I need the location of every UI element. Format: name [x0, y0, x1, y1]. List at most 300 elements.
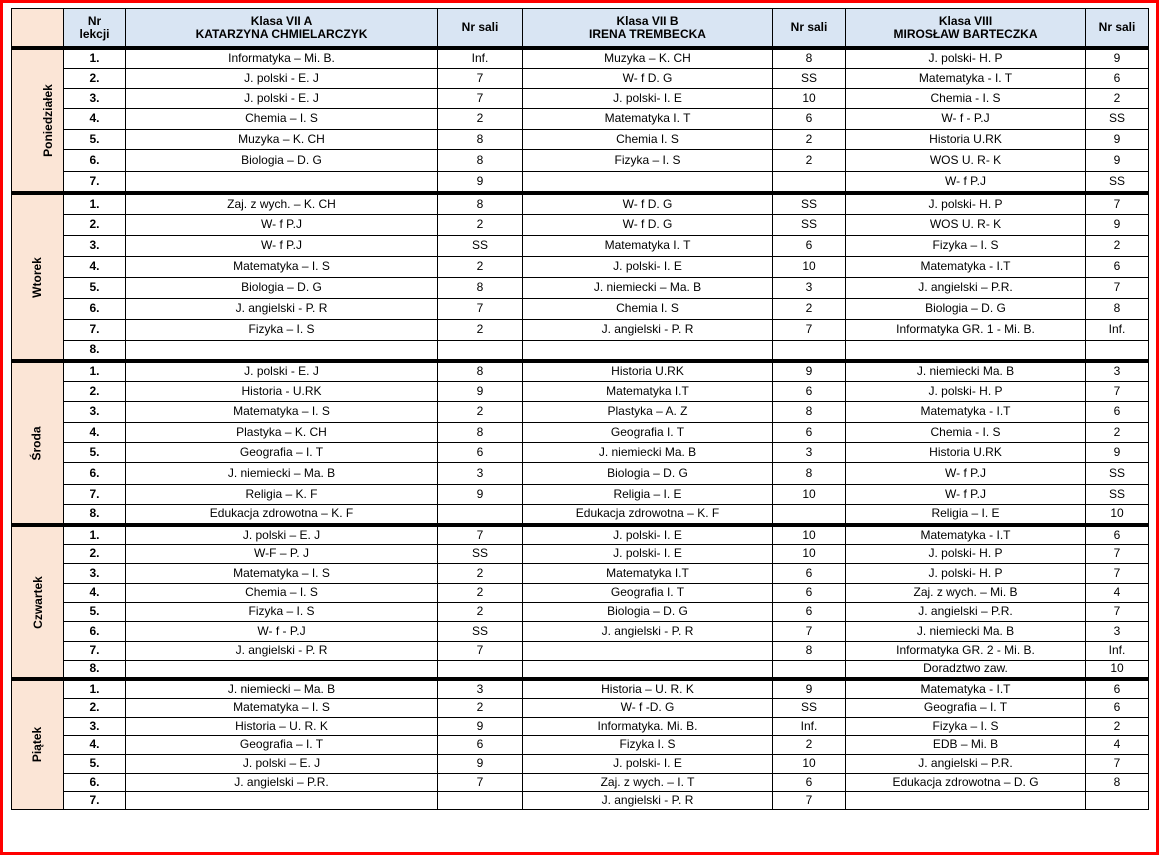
lesson-number: 5. — [64, 129, 126, 149]
lesson-7a — [126, 791, 438, 809]
lesson-7a: Geografia – I. T — [126, 442, 438, 462]
table-header — [12, 9, 1149, 49]
lesson-7a: J. polski - E. J — [126, 68, 438, 88]
room-8: 3 — [1086, 621, 1149, 641]
room-7a: 2 — [438, 319, 523, 340]
room-8: 6 — [1086, 256, 1149, 277]
room-8: 6 — [1086, 68, 1149, 88]
lesson-7b: Matematyka I.T — [523, 563, 773, 583]
day-label-cell — [12, 679, 64, 809]
lesson-8: W- f P.J — [846, 462, 1086, 484]
room-7b: 3 — [773, 277, 846, 298]
room-7a: 8 — [438, 277, 523, 298]
room-8: 9 — [1086, 442, 1149, 462]
day-label-cell — [12, 48, 64, 193]
header-room-7b: Nr sali — [773, 9, 846, 49]
table-row — [12, 129, 1149, 149]
lesson-number: 1. — [64, 525, 126, 544]
room-7b: 2 — [773, 735, 846, 754]
lesson-7b: Geografia I. T — [523, 422, 773, 442]
table-row — [12, 773, 1149, 791]
day-label: Środa — [29, 425, 44, 461]
lesson-8: Matematyka - I.T — [846, 525, 1086, 544]
room-8: 6 — [1086, 525, 1149, 544]
header-corner — [12, 9, 64, 49]
lesson-7a: Historia – U. R. K — [126, 717, 438, 735]
lesson-7b: Chemia I. S — [523, 129, 773, 149]
lesson-8: Zaj. z wych. – Mi. B — [846, 583, 1086, 602]
lesson-number: 7. — [64, 791, 126, 809]
lesson-number: 1. — [64, 193, 126, 214]
lesson-number: 6. — [64, 149, 126, 171]
lesson-7a: J. angielski - P. R — [126, 641, 438, 660]
room-7b: 8 — [773, 401, 846, 422]
header-room-8: Nr sali — [1086, 9, 1149, 49]
room-7a: 9 — [438, 171, 523, 193]
lesson-7b: Informatyka. Mi. B. — [523, 717, 773, 735]
header-lesson-line1: Nr — [87, 13, 102, 28]
lesson-7a: Matematyka – I. S — [126, 401, 438, 422]
lesson-7b: J. polski- I. E — [523, 88, 773, 108]
room-7b — [773, 504, 846, 525]
lesson-8 — [846, 791, 1086, 809]
lesson-7b: J. niemiecki – Ma. B — [523, 277, 773, 298]
room-7a: 2 — [438, 583, 523, 602]
lesson-7b: Zaj. z wych. – I. T — [523, 773, 773, 791]
room-7b: 2 — [773, 149, 846, 171]
lesson-8: J. polski- H. P — [846, 381, 1086, 401]
room-7b: 6 — [773, 422, 846, 442]
table-row — [12, 525, 1149, 544]
lesson-7b: Geografia I. T — [523, 583, 773, 602]
room-7b: 8 — [773, 641, 846, 660]
room-7b: 6 — [773, 108, 846, 129]
lesson-7a: Chemia – I. S — [126, 583, 438, 602]
lesson-7b: Matematyka I. T — [523, 108, 773, 129]
room-8: 8 — [1086, 298, 1149, 319]
lesson-7b: J. niemiecki Ma. B — [523, 442, 773, 462]
day-label: Poniedziałek — [40, 84, 55, 157]
room-7a: SS — [438, 621, 523, 641]
room-7b: 10 — [773, 525, 846, 544]
lesson-7a: W- f P.J — [126, 214, 438, 235]
room-7a: 2 — [438, 602, 523, 621]
room-7b: 6 — [773, 602, 846, 621]
lesson-8: Fizyka – I. S — [846, 235, 1086, 256]
room-7a: 6 — [438, 442, 523, 462]
room-7a: 7 — [438, 641, 523, 660]
lesson-number: 7. — [64, 641, 126, 660]
lesson-8: J. polski- H. P — [846, 544, 1086, 563]
room-7b: 8 — [773, 462, 846, 484]
lesson-number: 1. — [64, 361, 126, 381]
room-7b: 6 — [773, 235, 846, 256]
lesson-7b — [523, 340, 773, 361]
lesson-8: W- f - P.J — [846, 108, 1086, 129]
lesson-8: Doradztwo zaw. — [846, 660, 1086, 679]
lesson-number: 2. — [64, 214, 126, 235]
room-7b: 9 — [773, 679, 846, 698]
lesson-8: Informatyka GR. 1 - Mi. B. — [846, 319, 1086, 340]
lesson-number: 5. — [64, 277, 126, 298]
lesson-number: 6. — [64, 462, 126, 484]
day-label: Czwartek — [30, 575, 45, 629]
lesson-8: Matematyka - I.T — [846, 401, 1086, 422]
room-8: SS — [1086, 484, 1149, 504]
header-lesson-line2: lekcji — [79, 26, 110, 41]
lesson-7a: Religia – K. F — [126, 484, 438, 504]
day-label: Wtorek — [29, 256, 44, 298]
day-label-cell — [12, 361, 64, 525]
room-8: 7 — [1086, 381, 1149, 401]
room-7b: 6 — [773, 583, 846, 602]
lesson-7b: Religia – I. E — [523, 484, 773, 504]
lesson-7a: Historia - U.RK — [126, 381, 438, 401]
lesson-8: Geografia – I. T — [846, 698, 1086, 717]
lesson-7b: Edukacja zdrowotna – K. F — [523, 504, 773, 525]
room-7a: 7 — [438, 298, 523, 319]
lesson-7a: Matematyka – I. S — [126, 698, 438, 717]
lesson-number: 3. — [64, 88, 126, 108]
lesson-number: 2. — [64, 68, 126, 88]
lesson-number: 1. — [64, 48, 126, 68]
room-8: 9 — [1086, 48, 1149, 68]
lesson-number: 1. — [64, 679, 126, 698]
room-7b: 8 — [773, 48, 846, 68]
lesson-7a: J. angielski – P.R. — [126, 773, 438, 791]
room-7a: 2 — [438, 401, 523, 422]
table-row — [12, 442, 1149, 462]
room-8: 7 — [1086, 544, 1149, 563]
lesson-7b: Matematyka I. T — [523, 235, 773, 256]
day-block — [12, 525, 1149, 679]
room-8: 3 — [1086, 361, 1149, 381]
room-8: 7 — [1086, 754, 1149, 773]
lesson-7a: Fizyka – I. S — [126, 602, 438, 621]
table-row — [12, 340, 1149, 361]
room-8: SS — [1086, 171, 1149, 193]
room-8: SS — [1086, 462, 1149, 484]
lesson-7a: Geografia – I. T — [126, 735, 438, 754]
lesson-7a: Chemia – I. S — [126, 108, 438, 129]
room-7a: 9 — [438, 381, 523, 401]
table-row — [12, 108, 1149, 129]
lesson-7a: Edukacja zdrowotna – K. F — [126, 504, 438, 525]
room-8 — [1086, 791, 1149, 809]
table-row — [12, 544, 1149, 563]
room-7b: 6 — [773, 773, 846, 791]
room-7a: 2 — [438, 214, 523, 235]
lesson-7b: Muzyka – K. CH — [523, 48, 773, 68]
header-class-8 — [846, 9, 1086, 49]
lesson-7b — [523, 171, 773, 193]
lesson-number: 6. — [64, 773, 126, 791]
room-7b: 10 — [773, 544, 846, 563]
room-7a: Inf. — [438, 48, 523, 68]
room-7b: 7 — [773, 621, 846, 641]
room-7a: 8 — [438, 361, 523, 381]
room-7b — [773, 340, 846, 361]
lesson-7a: Zaj. z wych. – K. CH — [126, 193, 438, 214]
room-8: 8 — [1086, 773, 1149, 791]
room-7b: SS — [773, 214, 846, 235]
room-7a: 9 — [438, 754, 523, 773]
header-class-7a — [126, 9, 438, 49]
room-7b: 7 — [773, 791, 846, 809]
room-8: 2 — [1086, 235, 1149, 256]
room-8: 10 — [1086, 504, 1149, 525]
lesson-number: 8. — [64, 660, 126, 679]
room-7b: 10 — [773, 484, 846, 504]
lesson-8: J. polski- H. P — [846, 193, 1086, 214]
room-8: 2 — [1086, 422, 1149, 442]
table-row — [12, 484, 1149, 504]
lesson-7b: Chemia I. S — [523, 298, 773, 319]
room-8: 2 — [1086, 717, 1149, 735]
room-7a — [438, 340, 523, 361]
class-8-name: Klasa VIII — [938, 13, 993, 28]
room-8: SS — [1086, 108, 1149, 129]
room-7a: 3 — [438, 462, 523, 484]
table-row — [12, 361, 1149, 381]
lesson-7a: J. angielski - P. R — [126, 298, 438, 319]
lesson-7a — [126, 171, 438, 193]
room-8: 9 — [1086, 149, 1149, 171]
day-block — [12, 679, 1149, 809]
lesson-8 — [846, 340, 1086, 361]
table-row — [12, 462, 1149, 484]
lesson-7b — [523, 660, 773, 679]
lesson-8: WOS U. R- K — [846, 214, 1086, 235]
lesson-7a: J. niemiecki – Ma. B — [126, 462, 438, 484]
table-row — [12, 149, 1149, 171]
table-row — [12, 88, 1149, 108]
lesson-8: J. polski- H. P — [846, 48, 1086, 68]
header-room-7a: Nr sali — [438, 9, 523, 49]
lesson-number: 3. — [64, 717, 126, 735]
room-7a: 8 — [438, 422, 523, 442]
day-block — [12, 48, 1149, 193]
room-7b: 2 — [773, 129, 846, 149]
lesson-number: 7. — [64, 171, 126, 193]
room-8: 6 — [1086, 698, 1149, 717]
room-8: 9 — [1086, 214, 1149, 235]
room-7a: 6 — [438, 735, 523, 754]
room-8: 7 — [1086, 277, 1149, 298]
table-row — [12, 717, 1149, 735]
room-8 — [1086, 340, 1149, 361]
lesson-7a: J. polski – E. J — [126, 525, 438, 544]
lesson-7b: Historia U.RK — [523, 361, 773, 381]
table-row — [12, 401, 1149, 422]
room-8: 4 — [1086, 583, 1149, 602]
lesson-7b: Fizyka – I. S — [523, 149, 773, 171]
class-7b-teacher: IRENA TREMBECKA — [589, 26, 706, 41]
lesson-number: 7. — [64, 484, 126, 504]
lesson-number: 2. — [64, 544, 126, 563]
lesson-7a: Muzyka – K. CH — [126, 129, 438, 149]
lesson-7a: Biologia – D. G — [126, 149, 438, 171]
table-row — [12, 754, 1149, 773]
table-row — [12, 48, 1149, 68]
lesson-number: 5. — [64, 754, 126, 773]
lesson-7a: W- f - P.J — [126, 621, 438, 641]
room-8: 10 — [1086, 660, 1149, 679]
room-7a: 2 — [438, 563, 523, 583]
room-7b: SS — [773, 698, 846, 717]
lesson-number: 3. — [64, 401, 126, 422]
lesson-8: Chemia - I. S — [846, 422, 1086, 442]
lesson-7b: J. polski- I. E — [523, 525, 773, 544]
room-8: 6 — [1086, 401, 1149, 422]
room-8: 7 — [1086, 563, 1149, 583]
lesson-7a: Informatyka – Mi. B. — [126, 48, 438, 68]
lesson-7b: W- f D. G — [523, 193, 773, 214]
lesson-number: 4. — [64, 256, 126, 277]
room-7a: 8 — [438, 149, 523, 171]
lesson-8: J. niemiecki Ma. B — [846, 621, 1086, 641]
lesson-8: EDB – Mi. B — [846, 735, 1086, 754]
lesson-8: Matematyka - I.T — [846, 679, 1086, 698]
lesson-7a: J. polski - E. J — [126, 361, 438, 381]
day-label-cell — [12, 525, 64, 679]
day-label-cell — [12, 193, 64, 361]
lesson-8: J. angielski – P.R. — [846, 277, 1086, 298]
room-8: Inf. — [1086, 641, 1149, 660]
table-row — [12, 660, 1149, 679]
lesson-7a: W- f P.J — [126, 235, 438, 256]
room-7b: 2 — [773, 298, 846, 319]
room-7a: 8 — [438, 193, 523, 214]
lesson-7a: J. niemiecki – Ma. B — [126, 679, 438, 698]
table-row — [12, 504, 1149, 525]
lesson-7b: J. angielski - P. R — [523, 791, 773, 809]
room-7a: 7 — [438, 68, 523, 88]
lesson-7a: Biologia – D. G — [126, 277, 438, 298]
lesson-7a: Plastyka – K. CH — [126, 422, 438, 442]
table-row — [12, 602, 1149, 621]
room-7a: 9 — [438, 717, 523, 735]
room-8: 9 — [1086, 129, 1149, 149]
room-7b: 9 — [773, 361, 846, 381]
table-row — [12, 583, 1149, 602]
room-8: 7 — [1086, 193, 1149, 214]
lesson-7b: W- f D. G — [523, 68, 773, 88]
table-row — [12, 256, 1149, 277]
lesson-number: 2. — [64, 698, 126, 717]
room-7a — [438, 791, 523, 809]
table-row — [12, 298, 1149, 319]
room-7a: 2 — [438, 108, 523, 129]
lesson-7b: Fizyka I. S — [523, 735, 773, 754]
lesson-7a: Fizyka – I. S — [126, 319, 438, 340]
lesson-7b — [523, 641, 773, 660]
table-row — [12, 563, 1149, 583]
lesson-7a: W-F – P. J — [126, 544, 438, 563]
table-row — [12, 679, 1149, 698]
lesson-7a — [126, 660, 438, 679]
day-block — [12, 361, 1149, 525]
lesson-number: 4. — [64, 735, 126, 754]
table-row — [12, 277, 1149, 298]
table-row — [12, 171, 1149, 193]
lesson-7b: J. polski- I. E — [523, 256, 773, 277]
table-row — [12, 698, 1149, 717]
lesson-7b: Biologia – D. G — [523, 602, 773, 621]
lesson-8: WOS U. R- K — [846, 149, 1086, 171]
lesson-7a: Matematyka – I. S — [126, 256, 438, 277]
lesson-7b: Matematyka I.T — [523, 381, 773, 401]
table-row — [12, 214, 1149, 235]
lesson-number: 5. — [64, 442, 126, 462]
class-7a-teacher: KATARZYNA CHMIELARCZYK — [195, 26, 368, 41]
room-7b: Inf. — [773, 717, 846, 735]
lesson-8: J. angielski – P.R. — [846, 602, 1086, 621]
lesson-7b: J. polski- I. E — [523, 544, 773, 563]
lesson-number: 5. — [64, 602, 126, 621]
room-7b: 6 — [773, 563, 846, 583]
day-block — [12, 193, 1149, 361]
room-7b — [773, 171, 846, 193]
lesson-8: Religia – I. E — [846, 504, 1086, 525]
room-7b: 10 — [773, 754, 846, 773]
room-8: 7 — [1086, 602, 1149, 621]
lesson-7b: Plastyka – A. Z — [523, 401, 773, 422]
table-row — [12, 791, 1149, 809]
lesson-8: Biologia – D. G — [846, 298, 1086, 319]
room-7b: 10 — [773, 256, 846, 277]
lesson-number: 2. — [64, 381, 126, 401]
room-7a: 9 — [438, 484, 523, 504]
lesson-8: Edukacja zdrowotna – D. G — [846, 773, 1086, 791]
lesson-number: 8. — [64, 340, 126, 361]
lesson-number: 3. — [64, 235, 126, 256]
room-7b: SS — [773, 68, 846, 88]
room-8: 2 — [1086, 88, 1149, 108]
lesson-7a: Matematyka – I. S — [126, 563, 438, 583]
room-7b — [773, 660, 846, 679]
lesson-number: 7. — [64, 319, 126, 340]
lesson-7b: Biologia – D. G — [523, 462, 773, 484]
lesson-number: 4. — [64, 108, 126, 129]
header-lesson-number — [64, 9, 126, 49]
lesson-number: 4. — [64, 422, 126, 442]
lesson-8: Chemia - I. S — [846, 88, 1086, 108]
table-row — [12, 235, 1149, 256]
lesson-7b: J. angielski - P. R — [523, 319, 773, 340]
lesson-number: 8. — [64, 504, 126, 525]
table-row — [12, 621, 1149, 641]
lesson-number: 6. — [64, 298, 126, 319]
lesson-7b: J. polski- I. E — [523, 754, 773, 773]
room-7b: SS — [773, 193, 846, 214]
day-label: Piątek — [29, 727, 44, 763]
lesson-7a: J. polski - E. J — [126, 88, 438, 108]
room-8: Inf. — [1086, 319, 1149, 340]
lesson-8: Historia U.RK — [846, 442, 1086, 462]
room-7a: 2 — [438, 256, 523, 277]
room-7a: SS — [438, 544, 523, 563]
room-7b: 7 — [773, 319, 846, 340]
lesson-8: Fizyka – I. S — [846, 717, 1086, 735]
room-7a: 7 — [438, 525, 523, 544]
header-class-7b — [523, 9, 773, 49]
room-7b: 3 — [773, 442, 846, 462]
class-7a-name: Klasa VII A — [250, 13, 313, 28]
lesson-8: Historia U.RK — [846, 129, 1086, 149]
room-7a: 7 — [438, 88, 523, 108]
lesson-8: J. polski- H. P — [846, 563, 1086, 583]
